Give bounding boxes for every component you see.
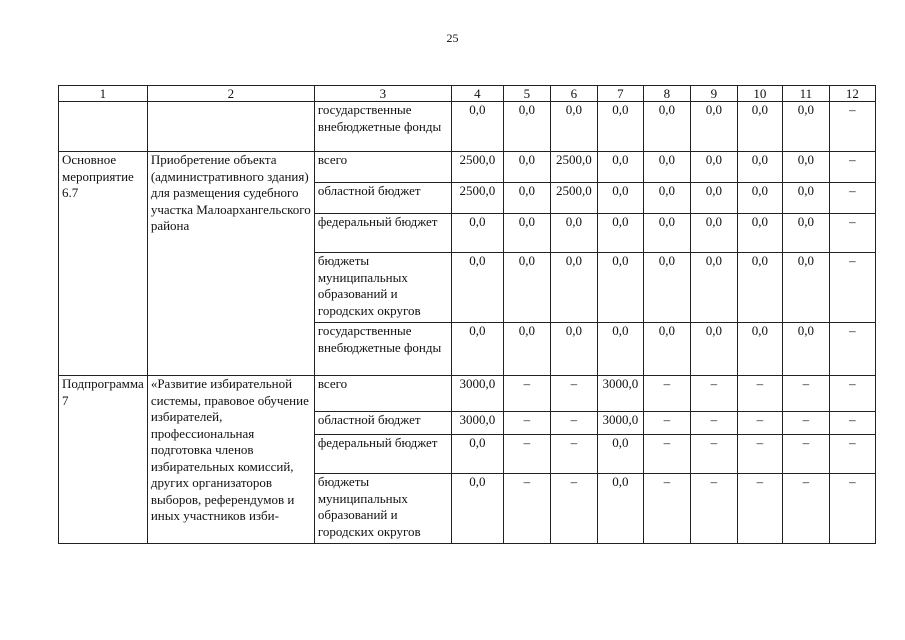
value-cell: 0,0 xyxy=(503,214,550,253)
header-cell: 10 xyxy=(737,86,782,102)
value-cell: 0,0 xyxy=(451,474,503,544)
value-cell: 0,0 xyxy=(690,253,737,323)
value-cell: 0,0 xyxy=(782,214,829,253)
value-cell: – xyxy=(829,183,875,214)
value-cell: – xyxy=(782,474,829,544)
funding-source-cell: всего xyxy=(314,152,451,183)
value-cell: – xyxy=(782,435,829,474)
funding-source-cell: областной бюджет xyxy=(314,183,451,214)
table-row xyxy=(59,376,876,412)
value-cell: 0,0 xyxy=(597,474,643,544)
value-cell: 0,0 xyxy=(643,253,690,323)
item-code-cell: Подпрограмма 7 xyxy=(59,376,148,544)
value-cell: 0,0 xyxy=(690,183,737,214)
value-cell: – xyxy=(829,102,875,152)
header-cell: 11 xyxy=(782,86,829,102)
header-row xyxy=(59,86,876,102)
funding-source-cell: государственные внебюджетные фонды xyxy=(314,323,451,376)
value-cell: 0,0 xyxy=(503,183,550,214)
value-cell: 0,0 xyxy=(550,214,597,253)
item-code-cell xyxy=(59,102,148,152)
value-cell: – xyxy=(690,376,737,412)
header-cell: 6 xyxy=(550,86,597,102)
header-cell: 9 xyxy=(690,86,737,102)
value-cell: 0,0 xyxy=(737,152,782,183)
funding-source-cell: государственные внебюджетные фонды xyxy=(314,102,451,152)
value-cell: – xyxy=(503,435,550,474)
value-cell: 0,0 xyxy=(597,323,643,376)
value-cell: 0,0 xyxy=(597,102,643,152)
value-cell: – xyxy=(829,253,875,323)
value-cell: 3000,0 xyxy=(451,412,503,435)
value-cell: 0,0 xyxy=(597,435,643,474)
value-cell: 0,0 xyxy=(550,323,597,376)
header-cell: 5 xyxy=(503,86,550,102)
value-cell: – xyxy=(690,412,737,435)
value-cell: 0,0 xyxy=(737,253,782,323)
value-cell: 0,0 xyxy=(451,253,503,323)
value-cell: – xyxy=(737,412,782,435)
page-number: 25 xyxy=(446,31,459,45)
header-cell: 7 xyxy=(597,86,643,102)
value-cell: – xyxy=(550,474,597,544)
value-cell: 3000,0 xyxy=(597,376,643,412)
value-cell: 0,0 xyxy=(550,253,597,323)
value-cell: – xyxy=(737,474,782,544)
header-cell: 4 xyxy=(451,86,503,102)
funding-source-cell: бюджеты муниципальных образований и городских округов xyxy=(314,474,451,544)
value-cell: 0,0 xyxy=(782,183,829,214)
value-cell: 0,0 xyxy=(737,214,782,253)
value-cell: – xyxy=(643,412,690,435)
value-cell: 0,0 xyxy=(690,102,737,152)
value-cell: – xyxy=(503,376,550,412)
value-cell: 0,0 xyxy=(690,323,737,376)
value-cell: – xyxy=(829,152,875,183)
table-row xyxy=(59,102,876,152)
header-cell: 8 xyxy=(643,86,690,102)
value-cell: – xyxy=(550,412,597,435)
value-cell: – xyxy=(737,376,782,412)
value-cell: 3000,0 xyxy=(597,412,643,435)
value-cell: – xyxy=(503,474,550,544)
value-cell: 0,0 xyxy=(503,152,550,183)
value-cell: – xyxy=(643,376,690,412)
value-cell: 0,0 xyxy=(597,253,643,323)
value-cell: – xyxy=(829,435,875,474)
item-name-cell: «Развитие избирательной системы, правовое обучение избирателей, профессиональная подготовка членов избирательных комиссий, других организаторов выборов, референдумов и иных участников изби- xyxy=(147,376,314,544)
value-cell: 2500,0 xyxy=(550,183,597,214)
value-cell: 0,0 xyxy=(451,102,503,152)
value-cell: 0,0 xyxy=(737,102,782,152)
value-cell: 0,0 xyxy=(782,102,829,152)
funding-source-cell: федеральный бюджет xyxy=(314,214,451,253)
header-cell: 2 xyxy=(147,86,314,102)
value-cell: 0,0 xyxy=(503,323,550,376)
item-name-cell xyxy=(147,102,314,152)
value-cell: – xyxy=(737,435,782,474)
value-cell: 0,0 xyxy=(782,323,829,376)
value-cell: 3000,0 xyxy=(451,376,503,412)
value-cell: 0,0 xyxy=(503,253,550,323)
table-row xyxy=(59,152,876,183)
item-name-cell: Приобретение объекта (административного здания) для размещения судебного участка Малоархангельского района xyxy=(147,152,314,376)
value-cell: – xyxy=(550,435,597,474)
value-cell: – xyxy=(643,474,690,544)
value-cell: 0,0 xyxy=(643,183,690,214)
item-code-cell: Основное мероприятие 6.7 xyxy=(59,152,148,376)
value-cell: 0,0 xyxy=(643,102,690,152)
value-cell: 0,0 xyxy=(690,152,737,183)
value-cell: – xyxy=(690,435,737,474)
value-cell: 0,0 xyxy=(690,214,737,253)
budget-table xyxy=(58,85,876,544)
funding-source-cell: федеральный бюджет xyxy=(314,435,451,474)
value-cell: 0,0 xyxy=(782,253,829,323)
value-cell: 0,0 xyxy=(643,152,690,183)
value-cell: – xyxy=(690,474,737,544)
value-cell: 0,0 xyxy=(643,323,690,376)
value-cell: – xyxy=(829,376,875,412)
header-cell: 3 xyxy=(314,86,451,102)
value-cell: 0,0 xyxy=(737,183,782,214)
value-cell: – xyxy=(550,376,597,412)
value-cell: 0,0 xyxy=(737,323,782,376)
value-cell: – xyxy=(643,435,690,474)
value-cell: 0,0 xyxy=(597,152,643,183)
value-cell: 2500,0 xyxy=(451,183,503,214)
value-cell: 0,0 xyxy=(643,214,690,253)
value-cell: – xyxy=(503,412,550,435)
value-cell: 0,0 xyxy=(451,214,503,253)
funding-source-cell: областной бюджет xyxy=(314,412,451,435)
value-cell: – xyxy=(782,412,829,435)
value-cell: 0,0 xyxy=(503,102,550,152)
value-cell: 2500,0 xyxy=(451,152,503,183)
funding-source-cell: бюджеты муниципальных образований и городских округов xyxy=(314,253,451,323)
value-cell: 2500,0 xyxy=(550,152,597,183)
value-cell: – xyxy=(829,412,875,435)
value-cell: 0,0 xyxy=(597,214,643,253)
value-cell: 0,0 xyxy=(451,435,503,474)
value-cell: 0,0 xyxy=(550,102,597,152)
value-cell: 0,0 xyxy=(782,152,829,183)
header-cell: 12 xyxy=(829,86,875,102)
value-cell: – xyxy=(782,376,829,412)
value-cell: – xyxy=(829,323,875,376)
value-cell: 0,0 xyxy=(597,183,643,214)
value-cell: – xyxy=(829,214,875,253)
value-cell: 0,0 xyxy=(451,323,503,376)
value-cell: – xyxy=(829,474,875,544)
funding-source-cell: всего xyxy=(314,376,451,412)
header-cell: 1 xyxy=(59,86,148,102)
